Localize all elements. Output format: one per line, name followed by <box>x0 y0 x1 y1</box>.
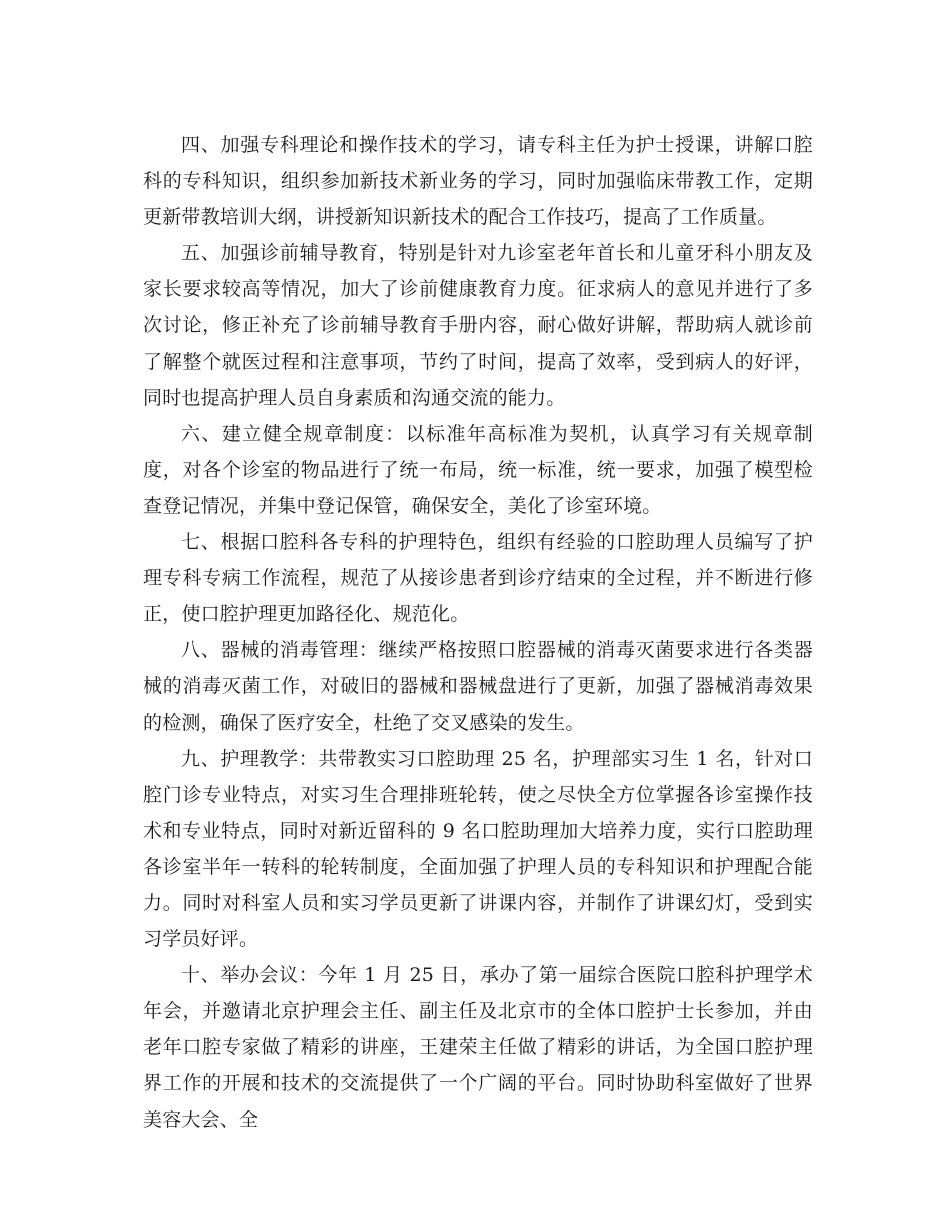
paragraph-5: 五、加强诊前辅导教育，特别是针对九诊室老年首长和儿童牙科小朋友及家长要求较高等情况，加大了诊前健康教育力度。征求病人的意见并进行了多次讨论，修正补充了诊前辅导教育手册内容，耐心做好讲解，帮助病人就诊前了解整个就医过程和注意事项，节约了时间，提高了效率，受到病人的好评，同时也提高护理人员自身素质和沟通交流的能力。 <box>143 242 813 409</box>
paragraph-6: 六、建立健全规章制度：以标准年高标准为契机，认真学习有关规章制度，对各个诊室的物品进行了统一布局，统一标准，统一要求，加强了模型检查登记情况，并集中登记保管，确保安全，美化了诊室环境。 <box>143 422 813 517</box>
paragraph-10: 十、举办会议：今年 1 月 25 日，承办了第一届综合医院口腔科护理学术年会，并邀请北京护理会主任、副主任及北京市的全体口腔护士长参加，并由老年口腔专家做了精彩的讲座，王建荣主任做了精彩的讲话，为全国口腔护理界工作的开展和技术的交流提供了一个广阔的平台。同时协助科室做好了世界美容大会、全 <box>143 964 813 1131</box>
paragraph-4: 四、加强专科理论和操作技术的学习，请专科主任为护士授课，讲解口腔科的专科知识，组织参加新技术新业务的学习，同时加强临床带教工作，定期更新带教培训大纲，讲授新知识新技术的配合工作技巧，提高了工作质量。 <box>143 134 813 229</box>
paragraph-8: 八、器械的消毒管理：继续严格按照口腔器械的消毒灭菌要求进行各类器械的消毒灭菌工作，对破旧的器械和器械盘进行了更新，加强了器械消毒效果的检测，确保了医疗安全，杜绝了交叉感染的发生。 <box>143 639 813 734</box>
paragraph-7: 七、根据口腔科各专科的护理特色，组织有经验的口腔助理人员编写了护理专科专病工作流程，规范了从接诊患者到诊疗结束的全过程，并不断进行修正，使口腔护理更加路径化、规范化。 <box>143 531 813 626</box>
document-body <box>143 127 813 1138</box>
paragraph-9: 九、护理教学：共带教实习口腔助理 25 名，护理部实习生 1 名，针对口腔门诊专业特点，对实习生合理排班轮转，使之尽快全方位掌握各诊室操作技术和专业特点，同时对新近留科的 9 名口腔助理加大培养力度，实行口腔助理各诊室半年一转科的轮转制度，全面加强了护理人员的专科知识和护理配合能力。同时对科室人员和实习学员更新了讲课内容，并制作了讲课幻灯，受到实习学员好评。 <box>143 747 813 951</box>
